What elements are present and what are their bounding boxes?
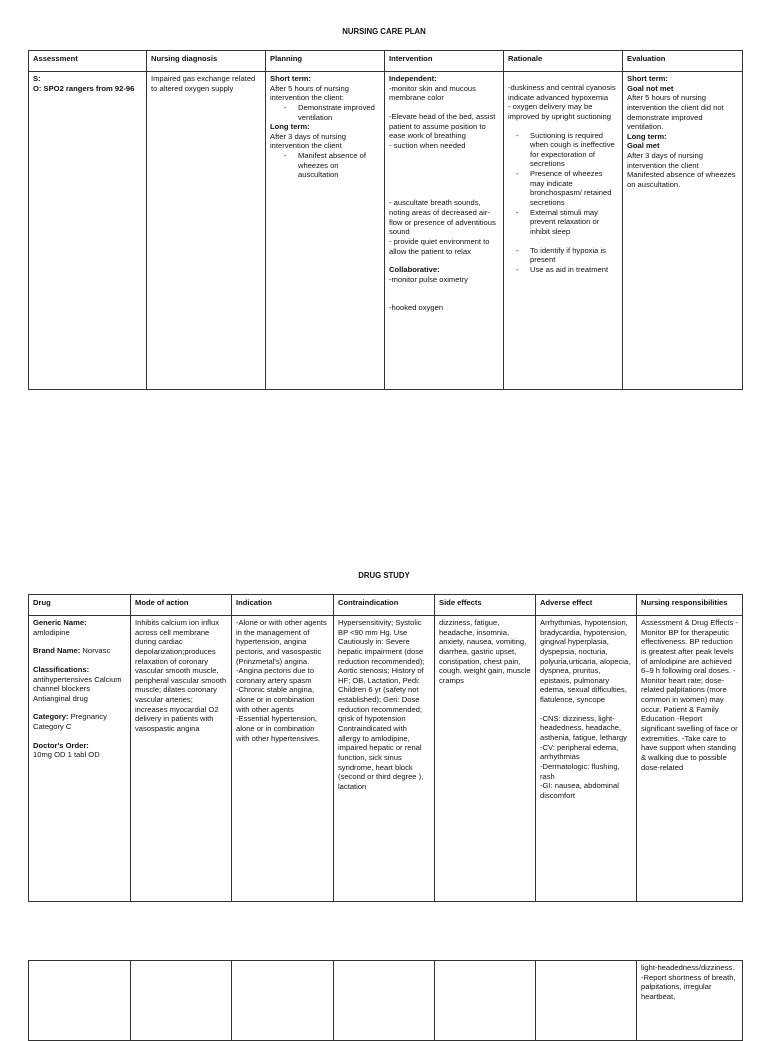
header-contraindication: Contraindication (334, 595, 435, 616)
assessment-subjective: S: (33, 74, 41, 83)
header-rationale: Rationale (504, 51, 623, 72)
continuation-cell (131, 961, 232, 1041)
header-indication: Indication (232, 595, 334, 616)
drug-study-title: DRUG STUDY (358, 571, 410, 580)
header-nursing-diagnosis: Nursing diagnosis (147, 51, 266, 72)
planning-cell (266, 72, 385, 390)
diagnosis-cell (147, 72, 266, 390)
intervention-item: -monitor pulse oximetry (389, 274, 468, 284)
planning-long-label: Long term: (270, 122, 310, 132)
adverse-effect-item: -CV: peripheral edema, arrhythmias (540, 742, 619, 762)
drug-body-row (29, 616, 743, 902)
adverse-effect-cell (536, 616, 637, 902)
drug-study-table (28, 594, 743, 902)
continuation-cell (637, 961, 743, 1041)
planning-long-text: After 3 days of nursing intervention the client (270, 131, 346, 151)
adverse-effect-item: -GI: nausea, abdominal discomfort (540, 781, 619, 800)
generic-name-value: amlodipine (33, 627, 70, 637)
indication-item: -Essential hypertension, alone or in combination with other hypertensives. (236, 714, 320, 743)
side-effects-text: dizziness, fatigue, headache, insomnia, anxiety, nausea, vomiting, diarrhea, gastric upset, constipation, chest pain, cough, weight gain, muscle cramps (439, 618, 531, 685)
continuation-cell (29, 961, 131, 1041)
header-drug: Drug (29, 595, 131, 616)
intervention-item: -monitor skin and mucous membrane color (389, 83, 476, 103)
indication-cell (232, 616, 334, 902)
planning-short-label: Short term: (270, 74, 311, 83)
doctors-order-value: 10mg OD 1 tabl OD (33, 750, 100, 760)
rationale-cell (504, 72, 623, 390)
continuation-cell (232, 961, 334, 1041)
planning-short-item: - Demonstrate improved ventilation (284, 102, 375, 122)
rationale-bullet: - To identify if hypoxia is present (516, 245, 606, 265)
continuation-cell (536, 961, 637, 1041)
evaluation-long-text: After 3 days of nursing intervention the client Manifested absence of wheezes on auscultation. (627, 151, 736, 190)
evaluation-short-label: Short term: (627, 74, 668, 83)
header-planning: Planning (266, 51, 385, 72)
assessment-objective: O: SPO2 rangers from 92-96 (33, 83, 135, 93)
care-plan-header-row (29, 51, 743, 72)
header-nursing-responsibilities: Nursing responsibilities (637, 595, 743, 616)
planning-long-item: - Manifest absence of wheezes on auscultation (284, 151, 366, 180)
continuation-row (29, 961, 743, 1041)
planning-short-text: After 5 hours of nursing intervention the client: (270, 83, 349, 103)
rationale-item: -duskiness and central cyanosis indicate advanced hypoxemia (508, 83, 616, 102)
nursing-responsibilities-text: Assessment & Drug Effects -Monitor BP for therapeutic effectiveness. BP reduction is greatest after peak levels of amlodipine are achieved 6–9 h following oral doses. -Monitor heart rate; dose-related palpitations (more common in women) may occur. Patient & Family Education -Report significant swelling of face or extremities. -Take care to have support when standing & walking due to possible dose-related (641, 618, 738, 772)
rationale-item: - oxygen delivery may be improved by upright suctioning (508, 102, 611, 121)
evaluation-cell (623, 72, 743, 390)
header-adverse-effect: Adverse effect (536, 595, 637, 616)
nursing-responsibilities-cell (637, 616, 743, 902)
drug-study-continuation-table (28, 960, 743, 1041)
contraindication-cell (334, 616, 435, 902)
drug-header-row (29, 595, 743, 616)
rationale-bullet: - Presence of wheezes may indicate bronchospasm/ retained secretions (516, 169, 612, 208)
header-side-effects: Side effects (435, 595, 536, 616)
intervention-item: -Elevate head of the bed, assist patient to assume position to ease work of breathing (389, 111, 496, 141)
evaluation-short-text: After 5 hours of nursing intervention the client did not demonstrate improved ventilation. (627, 93, 724, 132)
indication-item: -Alone or with other agents in the management of hypertension, angina pectoris, and vasospastic (Prinzmetal's) angina. (236, 618, 327, 666)
adverse-effect-item: Arrhythmias, hypotension, bradycardia, hypotension, gingival hyperplasia, dyspepsia, nocturia, polyuria,urticaria, alopecia, dyspnea, pruritus, epistaxis, pulmonary edema, sexual difficulties, flatulence, syncope (540, 618, 631, 705)
intervention-item: - auscultate breath sounds, noting areas of decreased air-flow or presence of adventitious sound (389, 198, 496, 237)
classifications-value: antihypertensives Calcium channel blockers Antianginal drug (33, 674, 122, 703)
header-assessment: Assessment (29, 51, 147, 72)
nursing-responsibilities-continuation: light-headedness/dizziness. -Report shortness of breath, palpitations, irregular heartbeat, (641, 963, 736, 1001)
continuation-cell (334, 961, 435, 1041)
continuation-cell (435, 961, 536, 1041)
care-plan-body-row (29, 72, 743, 390)
evaluation-long-goal: Goal met (627, 141, 660, 151)
evaluation-short-goal: Goal not met (627, 83, 674, 93)
indication-item: -Angina pectoris due to coronary artery spasm (236, 666, 315, 685)
care-plan-table (28, 50, 743, 390)
care-plan-title: NURSING CARE PLAN (342, 27, 426, 36)
intervention-independent-label: Independent: (389, 74, 437, 83)
intervention-item: - provide quiet environment to allow the patient to relax (389, 237, 490, 256)
side-effects-cell (435, 616, 536, 902)
header-intervention: Intervention (385, 51, 504, 72)
header-mode-of-action: Mode of action (131, 595, 232, 616)
classifications-label: Classifications: (33, 664, 90, 674)
rationale-bullet: - External stimuli may prevent relaxation or inhibit sleep (516, 207, 600, 236)
indication-item: -Chronic stable angina, alone or in combination with other agents (236, 685, 315, 714)
drug-cell (29, 616, 131, 902)
intervention-item: -hooked oxygen (389, 302, 444, 312)
generic-name-label: Generic Name: (33, 618, 87, 627)
header-evaluation: Evaluation (623, 51, 743, 72)
rationale-bullet: - Suctioning is required when cough is ineffective for expectoration of secretions (516, 130, 615, 169)
mode-of-action-cell (131, 616, 232, 902)
evaluation-long-label: Long term: (627, 131, 667, 141)
mode-of-action-text: Inhibits calcium ion influx across cell membrane during cardiac depolarization;produces relaxation of coronary vascular smooth muscle, peripheral vascular smooth muscle; dilates coronary vascular arteries; increases myocardial O2 delivery in patients with vasospastic angina (135, 618, 227, 734)
intervention-collaborative-label: Collaborative: (389, 265, 440, 275)
adverse-effect-item: -CNS: dizziness, light-headedness, headache, asthenia, fatigue, lethargy (540, 713, 627, 743)
contraindication-text: Hypersensitivity; Systolic BP <90 mm Hg. Use Cautiously in: Severe hepatic impairment (dose reduction recommended); Aortic stenosis; History of HF; OB, Lactation, Pedi: Children 6 yr (safety not established); Geri: Dose reduction recommended; qrisk of hypotension Contraindicated with allergy to amlodipine, impaired hepatic or renal function, sick sinus syndrome, heart block (second or third degree ), lactation (338, 618, 425, 791)
adverse-effect-item: -Dermatologic: flushing, rash (540, 761, 620, 781)
intervention-item: - suction when needed (389, 140, 466, 150)
brand-name: Brand Name: Norvasc (33, 646, 111, 656)
intervention-cell (385, 72, 504, 390)
rationale-bullet: - Use as aid in treatment (516, 264, 609, 274)
doctors-order-label: Doctor's Order: (33, 740, 89, 750)
diagnosis-text: Impaired gas exchange related to altered oxygen supply (151, 74, 256, 93)
assessment-cell (29, 72, 147, 390)
category: Category: Pregnancy Category C (33, 712, 107, 732)
